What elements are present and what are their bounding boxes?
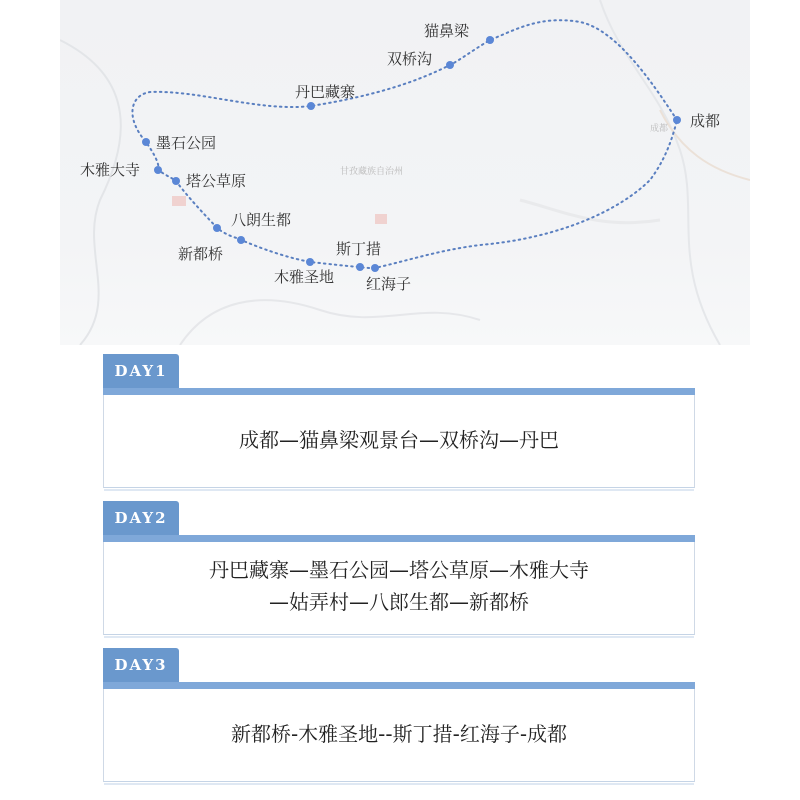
day3-section — [103, 648, 695, 788]
day2-box — [103, 542, 695, 635]
place-label-chengdu: 成都 — [690, 112, 721, 130]
place-marker — [446, 61, 454, 69]
day2-section — [103, 501, 695, 641]
place-marker — [371, 264, 379, 272]
place-marker — [172, 177, 180, 185]
place-label-xinduqiao: 新都桥 — [178, 245, 224, 263]
place-marker — [673, 116, 681, 124]
place-label-balangshengdu: 八朗生都 — [231, 211, 292, 229]
day2-route-line2: —姑弄村—八郎生都—新都桥 — [269, 590, 529, 614]
place-marker — [486, 36, 494, 44]
day2-tab: DAY2 — [103, 501, 179, 535]
day2-route-line1: 丹巴藏寨—墨石公园—塔公草原—木雅大寺 — [209, 558, 589, 582]
place-label-moshi: 墨石公园 — [156, 134, 217, 152]
place-marker — [356, 263, 364, 271]
day2-underline — [104, 636, 694, 638]
place-marker — [307, 102, 315, 110]
day1-tab: DAY1 — [103, 354, 179, 388]
day3-route: 新都桥-木雅圣地--斯丁措-红海子-成都 — [230, 722, 568, 746]
day3-tab: DAY3 — [103, 648, 179, 682]
place-label-shuangqiaogou: 双桥沟 — [387, 50, 433, 68]
place-marker — [213, 224, 221, 232]
place-label-danba: 丹巴藏寨 — [295, 83, 356, 101]
prefecture-label: 甘孜藏族自治州 — [340, 167, 404, 177]
place-marker — [142, 138, 150, 146]
place-marker — [154, 166, 162, 174]
day1-section — [103, 354, 695, 494]
place-label-maobiliang: 猫鼻梁 — [424, 22, 470, 40]
place-marker — [237, 236, 245, 244]
place-label-tagong: 塔公草原 — [186, 172, 247, 190]
place-label-muya-holy-land: 木雅圣地 — [274, 268, 335, 286]
route-map — [60, 0, 750, 345]
day3-box — [103, 689, 695, 782]
day1-route: 成都—猫鼻梁观景台—双桥沟—丹巴 — [239, 428, 559, 452]
place-label-muya-temple: 木雅大寺 — [80, 161, 141, 179]
place-label-honghaizi: 红海子 — [366, 275, 412, 293]
day3-bar — [103, 682, 695, 689]
day1-box — [103, 395, 695, 488]
place-marker — [306, 258, 314, 266]
place-label-sidingcuo: 斯丁措 — [336, 240, 382, 258]
day1-underline — [104, 489, 694, 491]
day1-bar — [103, 388, 695, 395]
day2-bar — [103, 535, 695, 542]
day3-underline — [104, 783, 694, 785]
city-bg-label: 成都 — [650, 124, 669, 134]
